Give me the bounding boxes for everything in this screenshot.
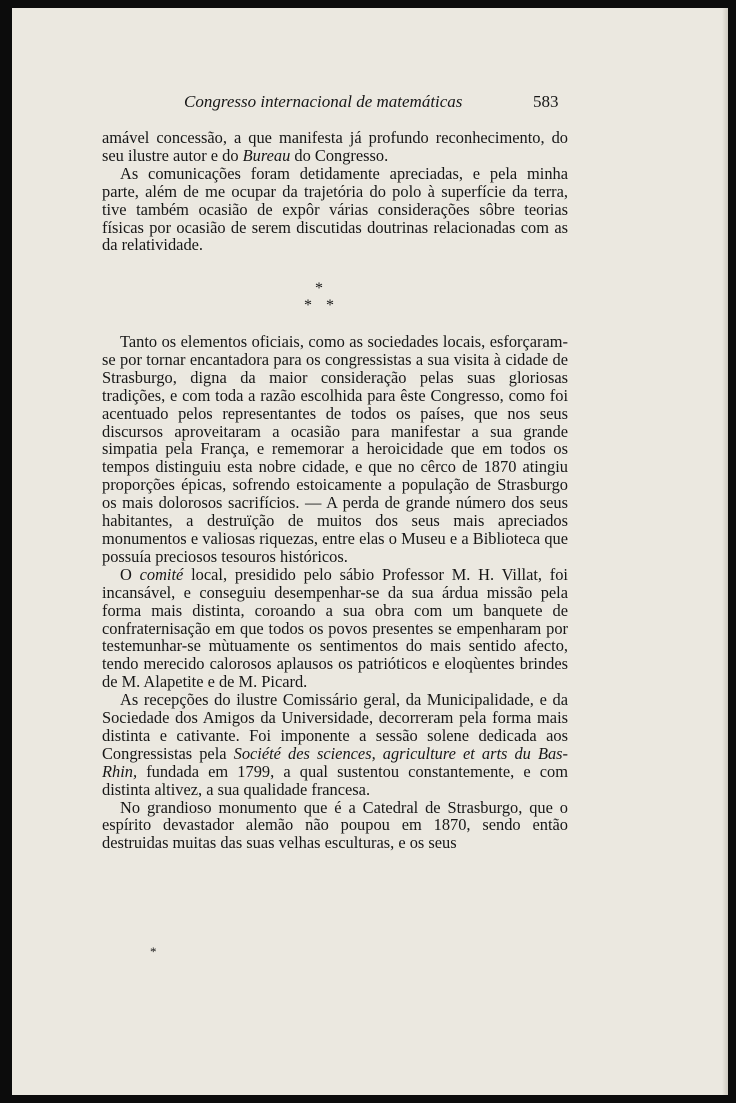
footer-mark: *: [150, 944, 157, 959]
paragraph-6: No grandioso monumento que é a Catedral de Strasburgo, que o espírito devastador alemão não poupou em 1870, sendo então destruidas muitas das suas velhas esculturas, e os seus: [102, 797, 568, 853]
scan-shadow: [722, 8, 728, 1095]
paragraph-5: As recepções do ilustre Comissário geral, da Municipalidade, e da Sociedade dos Amigos da Universidade, decorreram pela forma mais distinta e cativante. Foi imponente a sessão solene dedicada aos Congressistas pela Société des sciences, agriculture et arts du Bas-Rhin, fundada em 1799, a qual sustentou constantemente, e com distinta altivez, a sua qualidade francesa.: [102, 690, 568, 799]
book-page: [12, 8, 728, 1095]
paragraph-1: amável concessão, a que manifesta já profundo reconhecimento, do seu ilustre autor e do Bureau do Congresso.: [102, 128, 568, 165]
paragraph-2: As comunicações foram detidamente apreciadas, e pela minha parte, além de me ocupar da trajetória do polo à superfície da terra, tive também ocasião de expôr várias considerações sôbre teorias físicas por ocasião de serem discutidas doutrinas relacionadas com as da relatividade.: [102, 163, 568, 255]
asterisk: *: [315, 280, 323, 297]
page-number: 583: [533, 92, 559, 111]
italic-term: Bureau: [242, 145, 291, 165]
asterisk: *: [304, 297, 312, 314]
asterisk: *: [326, 297, 334, 314]
page-header: [12, 92, 728, 118]
italic-term: comité: [139, 564, 184, 584]
text-block-main: [102, 333, 568, 852]
text-block-top: [102, 129, 568, 254]
asterism-divider: [304, 280, 354, 320]
paragraph-4: O comité local, presidido pelo sábio Professor M. H. Villat, foi incansável, e conseguiu desempenhar-se da sua árdua missão pela forma mais distinta, coroando a sua obra com um banquete de confraternisação em que todos os povos presentes se empenharam por testemunhar-se mùtuamente os sentimentos do mais sentido afecto, tendo merecido calorosos aplausos os patrióticos e eloqùentes brindes de M. Alapetite e de M. Picard.: [102, 564, 568, 692]
italic-society-name: Société des sciences, agriculture et arts du Bas-Rhin,: [102, 743, 568, 781]
running-title: Congresso internacional de matemáticas: [184, 92, 463, 111]
paragraph-3: Tanto os elementos oficiais, como as sociedades locais, esforçaram-se por tornar encantadora para os congressistas a sua visita à cidade de Strasburgo, digna da maior consideração pelas suas gloriosas tradições, e com toda a razão escolhida para êste Congresso, como foi acentuado pelos representantes de todos os países, que nos seus discursos aproveitaram a ocasião para manifestar a sua grande simpatia pela França, e rememorar a heroicidade que em todos os tempos distinguiu esta nobre cidade, e que no cêrco de 1870 atingiu proporções épicas, sofrendo estoicamente a população de Strasburgo os mais dolorosos sacrifícios. — A perda de grande número dos seus habitantes, a destruïção de muitos dos seus mais apreciados monumentos e valiosas riquezas, entre elas o Museu e a Biblioteca que possuía preciosos tesouros históricos.: [102, 332, 568, 566]
